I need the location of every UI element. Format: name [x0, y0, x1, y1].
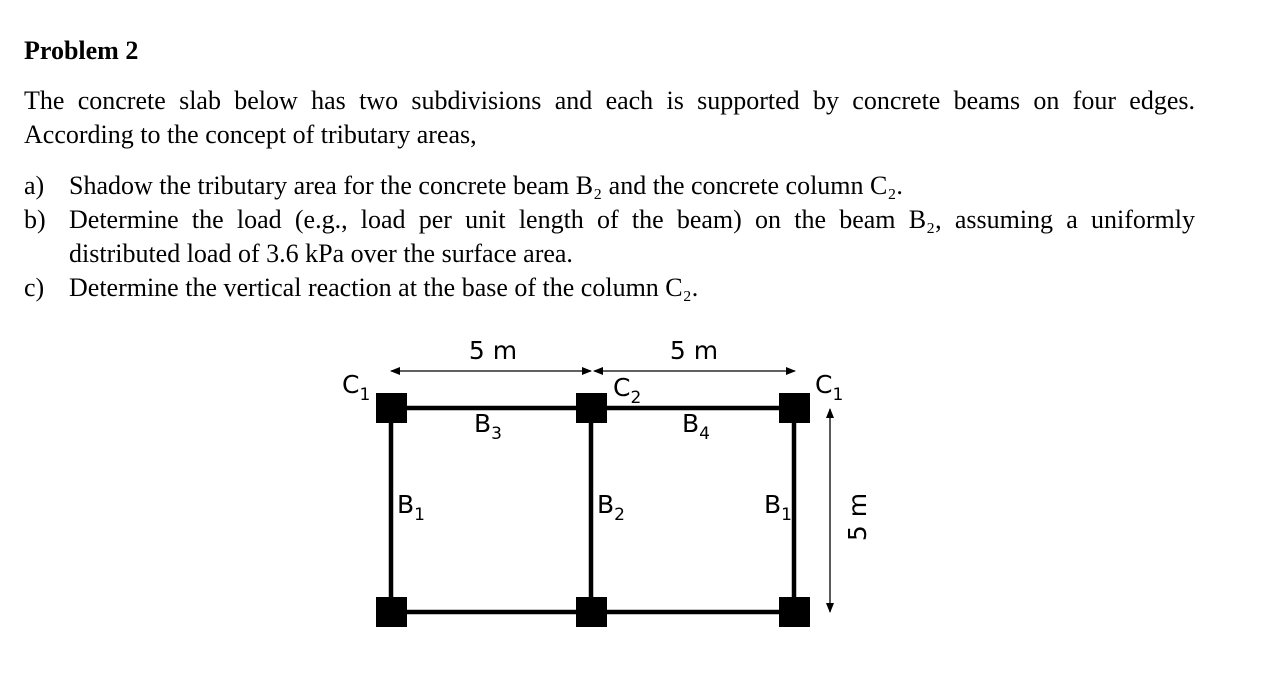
dimension-label-right: 5 m: [669, 336, 719, 365]
beam-label-b4: $B_4$: [682, 409, 710, 444]
part-c-text: Determine the vertical reaction at the base of the column C₂.: [69, 273, 699, 302]
part-b-text: Determine the load (e.g., load per unit length of the beam) on the beam B₂, assuming a uniformly distributed load of 3.6 kPa over the surface area.: [69, 205, 1195, 268]
column-label-c1-left: $C_1$: [342, 370, 371, 405]
beam-label-b1-left: $B_1$: [397, 490, 425, 525]
dimension-label-vertical: 5 m: [843, 492, 872, 542]
part-b-marker: b): [24, 205, 46, 234]
dimension-label-left: 5 m: [468, 336, 518, 365]
beam-label-b1-right: $B_1$: [764, 490, 792, 525]
part-a-marker: a): [24, 171, 45, 200]
column-label-c1-right: $C_1$: [815, 370, 844, 405]
column-top-middle: [576, 393, 607, 423]
column-bottom-right: [779, 597, 810, 627]
problem-title: Problem 2: [24, 36, 139, 65]
column-label-c2: $C_2$: [613, 373, 642, 408]
part-a-text: Shadow the tributary area for the concrete beam B₂ and the concrete column C₂.: [69, 171, 903, 200]
beam-label-b2: $B_2$: [597, 490, 625, 525]
column-top-left: [376, 393, 407, 423]
column-top-right: [779, 393, 810, 423]
beam-label-b3: $B_3$: [474, 409, 502, 444]
problem-intro: The concrete slab below has two subdivisions and each is supported by concrete beams on four edges. According to the concept of tributary areas,: [24, 86, 1195, 149]
column-bottom-left: [376, 597, 407, 627]
part-c-marker: c): [24, 273, 45, 302]
column-bottom-middle: [576, 597, 607, 627]
